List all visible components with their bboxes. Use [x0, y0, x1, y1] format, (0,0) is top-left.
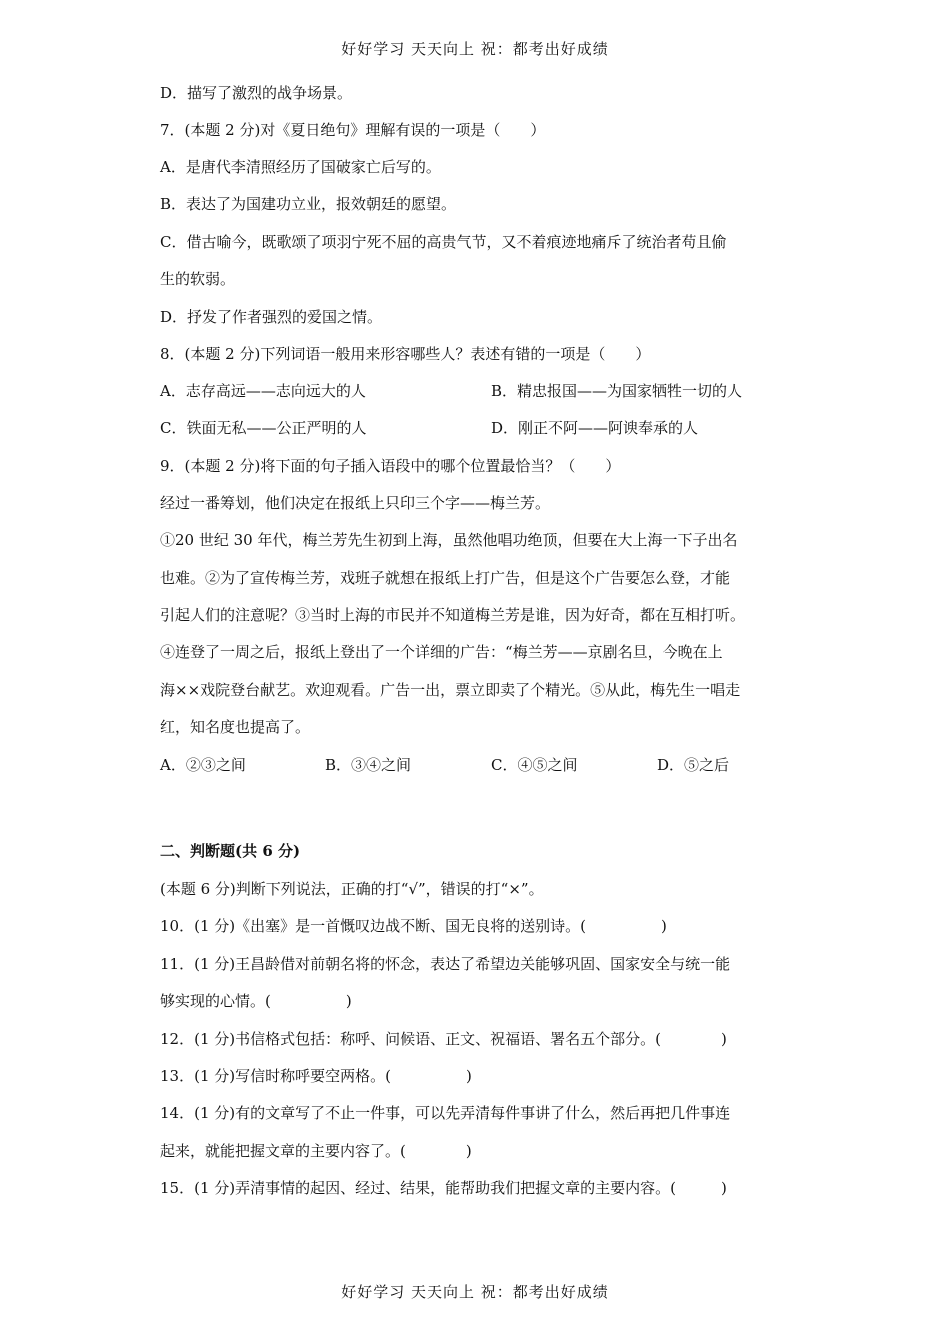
page-footer: 好好学习 天天向上 祝：都考出好成绩 [341, 1283, 609, 1301]
q9-option-d: D．⑤之后 [657, 756, 730, 774]
q7-option-c-cont: 生的软弱。 [160, 270, 236, 288]
q9-sentence: 经过一番筹划，他们决定在报纸上只印三个字——梅兰芳。 [160, 494, 551, 512]
q8-stem: 8．(本题 2 分)下列词语一般用来形容哪些人？表述有错的一项是（ ） [160, 345, 651, 363]
q9-option-b: B．③④之间 [325, 756, 412, 774]
page-header: 好好学习 天天向上 祝：都考出好成绩 [341, 40, 609, 58]
q8-option-c: C．铁面无私——公正严明的人 [160, 419, 367, 437]
q7-stem: 7．(本题 2 分)对《夏日绝句》理解有误的一项是（ ） [160, 121, 546, 139]
q9-paragraph-line: ④连登了一周之后，报纸上登出了一个详细的广告：“梅兰芳——京剧名旦，今晚在上 [160, 643, 723, 661]
q15: 15．(1 分)弄清事情的起因、经过、结果，能帮助我们把握文章的主要内容。( ) [160, 1179, 727, 1197]
q9-paragraph-line: 也难。②为了宣传梅兰芳，戏班子就想在报纸上打广告，但是这个广告要怎么登，才能 [160, 569, 731, 587]
q9-option-c: C．④⑤之间 [491, 756, 578, 774]
q7-option-d: D．抒发了作者强烈的爱国之情。 [160, 308, 383, 326]
q7-option-c: C．借古喻今，既歌颂了项羽宁死不屈的高贵气节，又不着痕迹地痛斥了统治者苟且偷 [160, 233, 727, 251]
q12: 12．(1 分)书信格式包括：称呼、问候语、正文、祝福语、署名五个部分。( ) [160, 1030, 727, 1048]
q8-option-d: D．刚正不阿——阿谀奉承的人 [491, 419, 699, 437]
q10: 10．(1 分)《出塞》是一首慨叹边战不断、国无良将的送别诗。( ) [160, 917, 667, 935]
q8-option-a: A．志存高远——志向远大的人 [160, 382, 366, 400]
q11: 11．(1 分)王昌龄借对前朝名将的怀念，表达了希望边关能够巩固、国家安全与统一能 [160, 955, 731, 973]
q9-paragraph-line: 引起人们的注意呢？③当时上海的市民并不知道梅兰芳是谁，因为好奇，都在互相打听。 [160, 606, 746, 624]
q9-stem: 9．(本题 2 分)将下面的句子插入语段中的哪个位置最恰当？（ ） [160, 457, 621, 475]
q9-paragraph-line: 红，知名度也提高了。 [160, 718, 311, 736]
q9-paragraph-line: 海××戏院登台献艺。欢迎观看。广告一出，票立即卖了个精光。⑤从此，梅先生一唱走 [160, 681, 741, 699]
q7-option-a: A．是唐代李清照经历了国破家亡后写的。 [160, 158, 441, 176]
q13: 13．(1 分)写信时称呼要空两格。( ) [160, 1067, 472, 1085]
q6-option-d: D．描写了激烈的战争场景。 [160, 84, 353, 102]
q9-option-a: A．②③之间 [160, 756, 246, 774]
section-title: 二、判断题(共 6 分) [160, 842, 301, 860]
q8-option-b: B．精忠报国——为国家牺牲一切的人 [491, 382, 743, 400]
q14: 14．(1 分)有的文章写了不止一件事，可以先弄清每件事讲了什么，然后再把几件事连 [160, 1104, 731, 1122]
section-instructions: (本题 6 分)判断下列说法，正确的打“√”，错误的打“×”。 [160, 880, 544, 898]
q11-cont: 够实现的心情。( ) [160, 992, 352, 1010]
q14-cont: 起来，就能把握文章的主要内容了。( ) [160, 1142, 472, 1160]
q9-paragraph-line: ①20 世纪 30 年代，梅兰芳先生初到上海，虽然他唱功绝顶，但要在大上海一下子出名 [160, 531, 738, 549]
q7-option-b: B．表达了为国建功立业，报效朝廷的愿望。 [160, 195, 457, 213]
